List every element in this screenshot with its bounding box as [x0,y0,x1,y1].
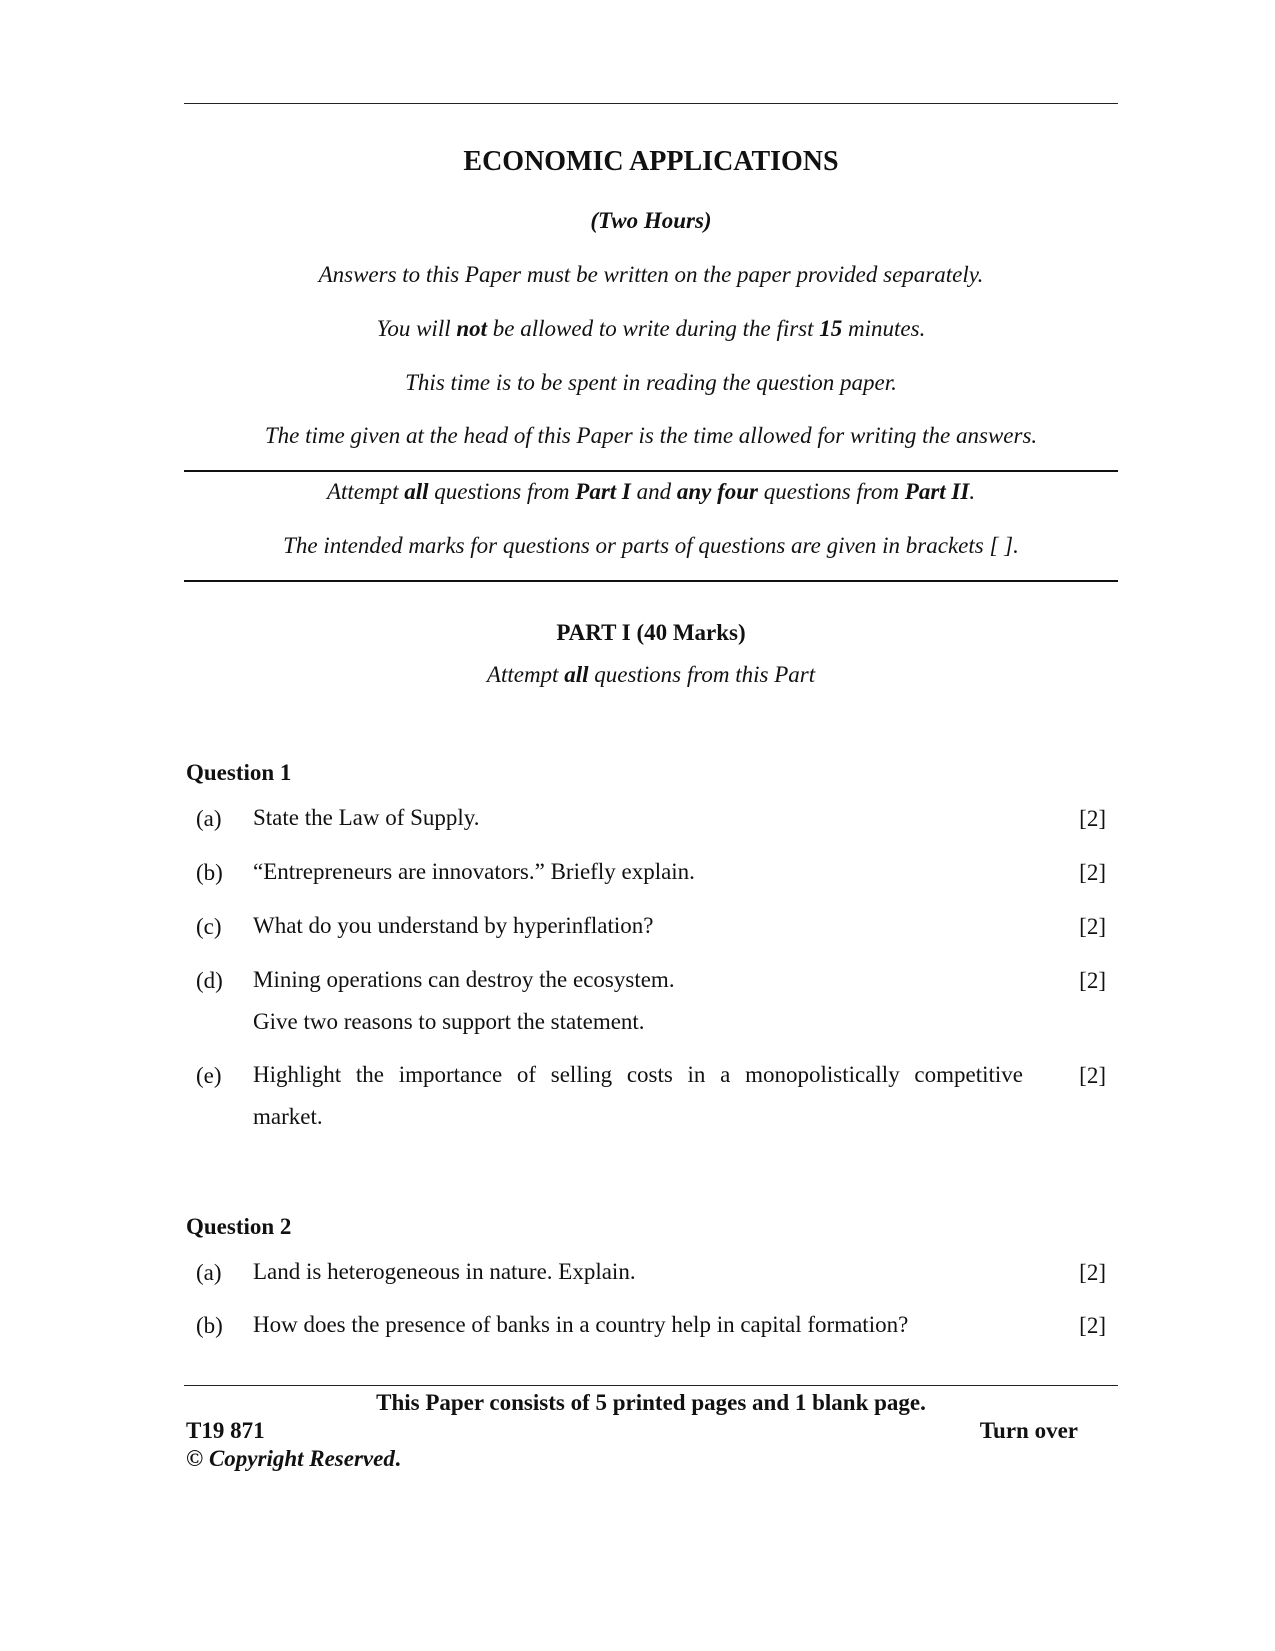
item-marks: [2] [1079,1260,1106,1285]
item-text: Land is heterogeneous in nature. Explain. [253,1259,636,1284]
instructions-rule-lower [184,580,1118,582]
item-marks: [2] [1079,1063,1106,1088]
item-label: (d) [196,968,223,993]
item-marks: [2] [1079,806,1106,831]
item-marks: [2] [1079,968,1106,993]
footer-rule [184,1385,1118,1386]
item-label: (c) [196,914,222,939]
item-text: Mining operations can destroy the ecosystem. Give two reasons to support the statement. [253,967,675,1034]
question-heading: Question 2 [186,1214,292,1239]
item-text: “Entrepreneurs are innovators.” Briefly explain. [253,859,695,884]
paper-title: ECONOMIC APPLICATIONS [463,146,839,177]
top-rule [184,103,1118,104]
turn-over: Turn over [979,1418,1078,1443]
item-label: (a) [196,1260,222,1285]
item-text: Highlight the importance of selling costs in a monopolistically competitive market. [253,1062,1023,1129]
item-text: State the Law of Supply. [253,805,480,830]
instruction-time-allowed: The time given at the head of this Paper is the time allowed for writing the answers. [264,423,1038,448]
item-label: (e) [196,1063,222,1088]
question-heading: Question 1 [186,760,292,785]
item-label: (b) [196,1313,223,1338]
item-text: How does the presence of banks in a country help in capital formation? [253,1312,909,1337]
part-subtitle: Attempt all questions from this Part [486,662,816,687]
item-label: (b) [196,860,223,885]
paper-code: T19 871 [186,1418,265,1443]
instruction-attempt: Attempt all questions from Part I and any four questions from Part II. [326,479,976,504]
instruction-marks: The intended marks for questions or parts of questions are given in brackets [ ]. [283,533,1019,558]
item-text: What do you understand by hyperinflation? [253,913,654,938]
item-marks: [2] [1079,860,1106,885]
item-marks: [2] [1079,1313,1106,1338]
instruction-reading-purpose: This time is to be spent in reading the question paper. [405,370,897,395]
paper-duration: (Two Hours) [590,208,712,233]
instructions-rule-upper [184,470,1118,472]
item-label: (a) [196,806,222,831]
pages-note: This Paper consists of 5 printed pages and 1 blank page. [376,1390,926,1415]
item-marks: [2] [1079,914,1106,939]
part-title: PART I (40 Marks) [556,620,746,645]
copyright: © Copyright Reserved. [186,1446,401,1471]
instruction-reading-time: You will not be allowed to write during the first 15 minutes. [376,316,926,341]
instruction-answers: Answers to this Paper must be written on the paper provided separately. [318,262,984,287]
